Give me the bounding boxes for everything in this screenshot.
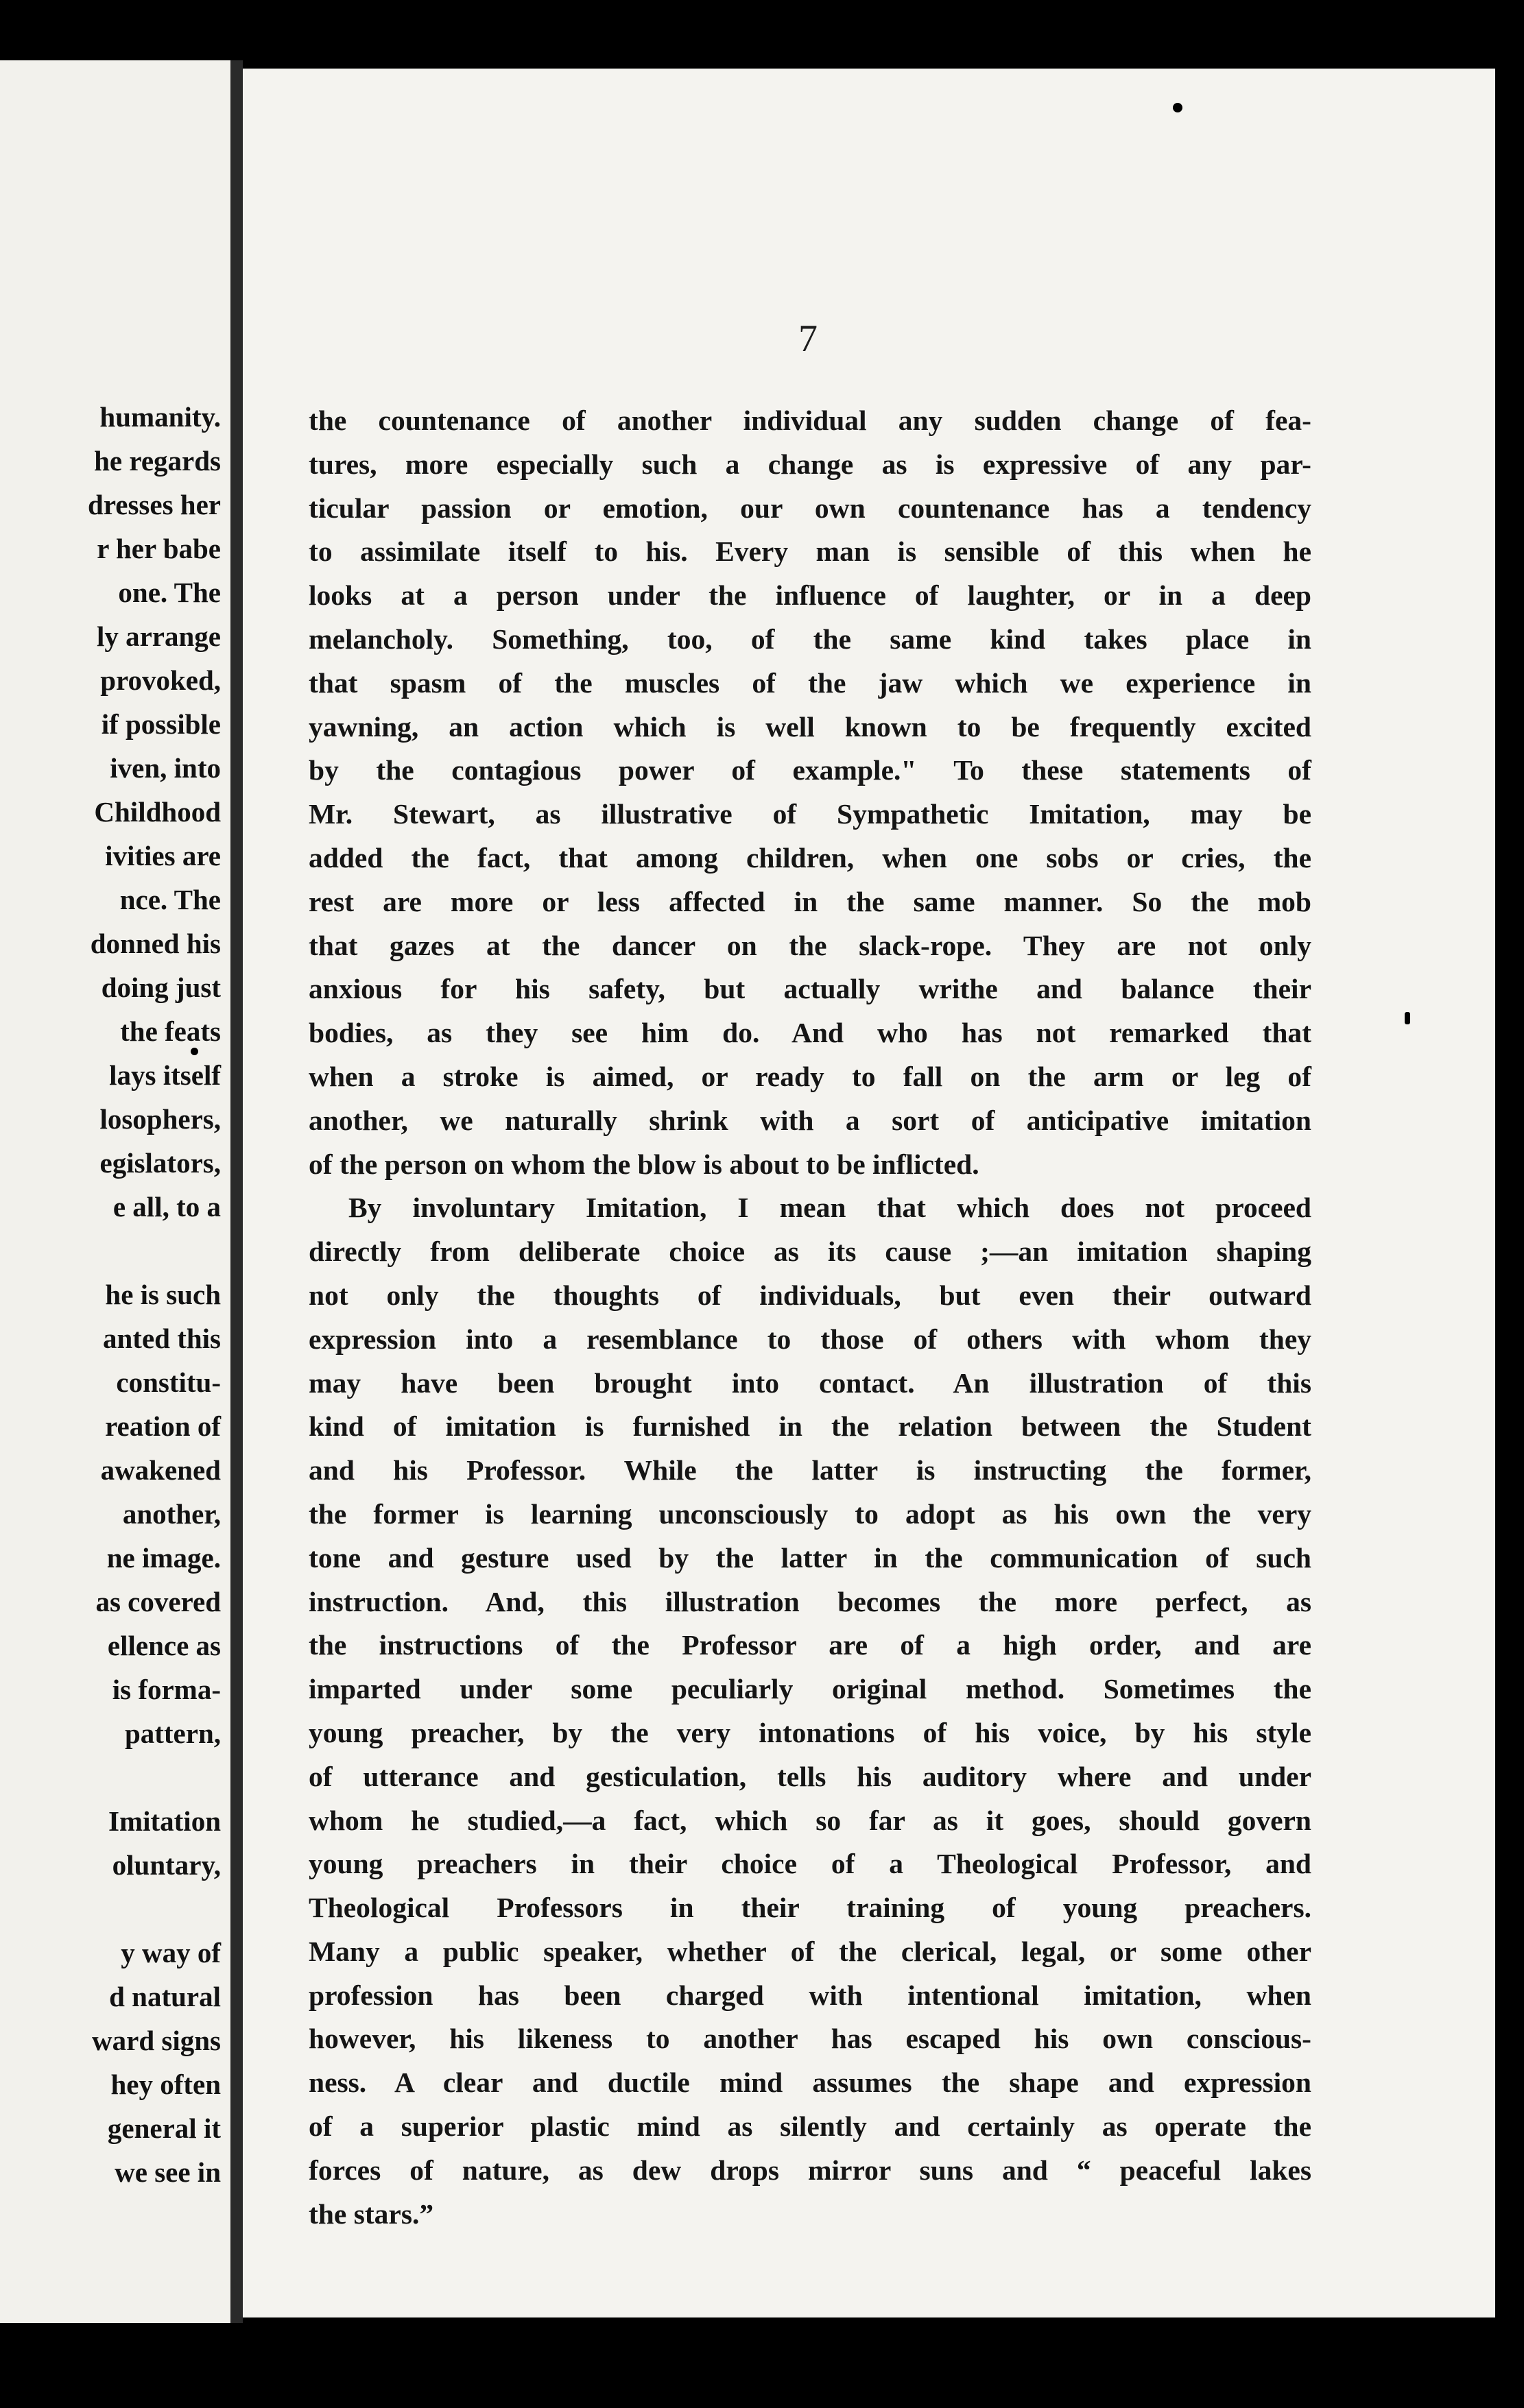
left-page-fragment bbox=[0, 60, 230, 2323]
body-line: directly from deliberate choice as its cause ;—an imitation shaping bbox=[309, 1236, 1311, 1268]
left-page-line: he regards bbox=[94, 445, 221, 477]
left-page-line: humanity. bbox=[99, 401, 221, 433]
left-page-line: ward signs bbox=[92, 2025, 221, 2056]
left-page-line: awakened bbox=[100, 1454, 221, 1486]
ink-speck bbox=[191, 1048, 198, 1055]
body-line: that spasm of the muscles of the jaw which we experience in bbox=[309, 666, 1311, 699]
body-line: tures, more especially such a change as is expressive of any par- bbox=[309, 448, 1311, 480]
left-page-line: we see in bbox=[115, 2156, 221, 2188]
left-page-line: nce. The bbox=[119, 884, 221, 915]
left-page-line: anted this bbox=[102, 1323, 221, 1354]
body-line: young preachers in their choice of a Theological Professor, and bbox=[309, 1848, 1311, 1880]
body-line: ticular passion or emotion, our own countenance has a tendency bbox=[309, 492, 1311, 524]
body-line: By involuntary Imitation, I mean that which does not proceed bbox=[348, 1192, 1311, 1224]
body-line: of a superior plastic mind as silently and certainly as operate the bbox=[309, 2110, 1311, 2143]
left-page-line: oluntary, bbox=[112, 1849, 221, 1881]
left-page-line: lays itself bbox=[109, 1059, 221, 1091]
left-page-line: r her babe bbox=[97, 533, 221, 564]
left-page-line: ly arrange bbox=[96, 621, 221, 652]
body-line: another, we naturally shrink with a sort of anticipative imitation bbox=[309, 1104, 1311, 1136]
left-page-line: hey often bbox=[110, 2069, 221, 2100]
ink-speck bbox=[1405, 1012, 1410, 1024]
body-line: of utterance and gesticulation, tells his auditory where and under bbox=[309, 1760, 1311, 1792]
left-page-line: iven, into bbox=[110, 752, 221, 784]
left-page-line: constitu- bbox=[116, 1366, 221, 1398]
left-page-line: e all, to a bbox=[112, 1191, 221, 1223]
body-line: and his Professor. While the latter is instructing the former, bbox=[309, 1454, 1311, 1486]
left-page-line: dresses her bbox=[88, 489, 221, 520]
body-line: whom he studied,—a fact, which so far as it goes, should govern bbox=[309, 1804, 1311, 1836]
body-line: bodies, as they see him do. And who has not remarked that bbox=[309, 1017, 1311, 1049]
body-line: added the fact, that among children, when one sobs or cries, the bbox=[309, 841, 1311, 874]
body-line: looks at a person under the influence of laughter, or in a deep bbox=[309, 579, 1311, 612]
body-line: of the person on whom the blow is about to be inflicted. bbox=[309, 1148, 979, 1180]
body-line: the former is learning unconsciously to adopt as his own the very bbox=[309, 1497, 1311, 1530]
left-page-line: general it bbox=[107, 2112, 221, 2144]
body-line: the stars.” bbox=[309, 2198, 434, 2230]
body-line: that gazes at the dancer on the slack-rope. They are not only bbox=[309, 929, 1311, 961]
left-page-line: is forma- bbox=[112, 1674, 221, 1705]
body-line: expression into a resemblance to those of others with whom they bbox=[309, 1323, 1311, 1355]
body-line: tone and gesture used by the latter in the communication of such bbox=[309, 1541, 1311, 1574]
page-number: 7 bbox=[798, 317, 818, 360]
body-line: ness. A clear and ductile mind assumes the shape and expression bbox=[309, 2067, 1311, 2099]
left-page-line: d natural bbox=[109, 1981, 221, 2012]
left-page-line: another, bbox=[122, 1498, 221, 1530]
left-page-line: reation of bbox=[105, 1410, 221, 1442]
ink-speck bbox=[1173, 103, 1182, 112]
body-line: instruction. And, this illustration becomes the more perfect, as bbox=[309, 1585, 1311, 1617]
body-line: anxious for his safety, but actually writhe and balance their bbox=[309, 973, 1311, 1005]
left-page-line: ellence as bbox=[107, 1630, 221, 1661]
body-line: melancholy. Something, too, of the same kind takes place in bbox=[309, 623, 1311, 655]
left-page-line: ne image. bbox=[106, 1542, 221, 1574]
left-page-line: losophers, bbox=[99, 1103, 221, 1135]
body-line: the countenance of another individual any sudden change of fea- bbox=[309, 405, 1311, 436]
left-page-line: egislators, bbox=[99, 1147, 221, 1179]
left-page-line: ivities are bbox=[105, 840, 221, 871]
body-text bbox=[309, 399, 1311, 2236]
body-line: Theological Professors in their training of young preachers. bbox=[309, 1892, 1311, 1924]
body-line: Mr. Stewart, as illustrative of Sympathetic Imitation, may be bbox=[309, 798, 1311, 830]
body-line: not only the thoughts of individuals, but even their outward bbox=[309, 1279, 1311, 1311]
body-line: may have been brought into contact. An illustration of this bbox=[309, 1366, 1311, 1399]
left-page-line: as covered bbox=[95, 1586, 221, 1617]
left-page-line: Childhood bbox=[94, 796, 221, 828]
left-page-line: Imitation bbox=[108, 1805, 221, 1837]
body-line: however, his likeness to another has escaped his own conscious- bbox=[309, 2023, 1311, 2055]
body-line: the instructions of the Professor are of a high order, and are bbox=[309, 1629, 1311, 1661]
body-line: profession has been charged with intentional imitation, when bbox=[309, 1979, 1311, 2011]
left-page-line: if possible bbox=[101, 708, 221, 740]
body-line: by the contagious power of example." To these statements of bbox=[309, 754, 1311, 786]
left-page-line: donned his bbox=[90, 928, 221, 959]
body-line: rest are more or less affected in the same manner. So the mob bbox=[309, 885, 1311, 917]
body-line: when a stroke is aimed, or ready to fall on the arm or leg of bbox=[309, 1060, 1311, 1092]
left-page-line: he is such bbox=[105, 1279, 221, 1310]
book-gutter bbox=[230, 60, 243, 2323]
left-page-line: pattern, bbox=[124, 1718, 221, 1749]
body-line: kind of imitation is furnished in the relation between the Student bbox=[309, 1410, 1311, 1443]
body-line: to assimilate itself to his. Every man is sensible of this when he bbox=[309, 535, 1311, 568]
left-page-line: the feats bbox=[120, 1015, 221, 1047]
body-line: Many a public speaker, whether of the clerical, legal, or some other bbox=[309, 1935, 1311, 1967]
left-page-line: provoked, bbox=[100, 664, 221, 696]
left-page-line: one. The bbox=[118, 577, 221, 608]
right-page bbox=[243, 69, 1495, 2317]
body-line: yawning, an action which is well known to be frequently excited bbox=[309, 710, 1311, 743]
body-line: young preacher, by the very intonations of his voice, by his style bbox=[309, 1716, 1311, 1748]
left-page-line: doing just bbox=[101, 972, 221, 1003]
body-line: imparted under some peculiarly original method. Sometimes the bbox=[309, 1673, 1311, 1705]
body-line: forces of nature, as dew drops mirror suns and “ peaceful lakes bbox=[309, 2154, 1311, 2186]
left-page-line: y way of bbox=[121, 1937, 221, 1968]
